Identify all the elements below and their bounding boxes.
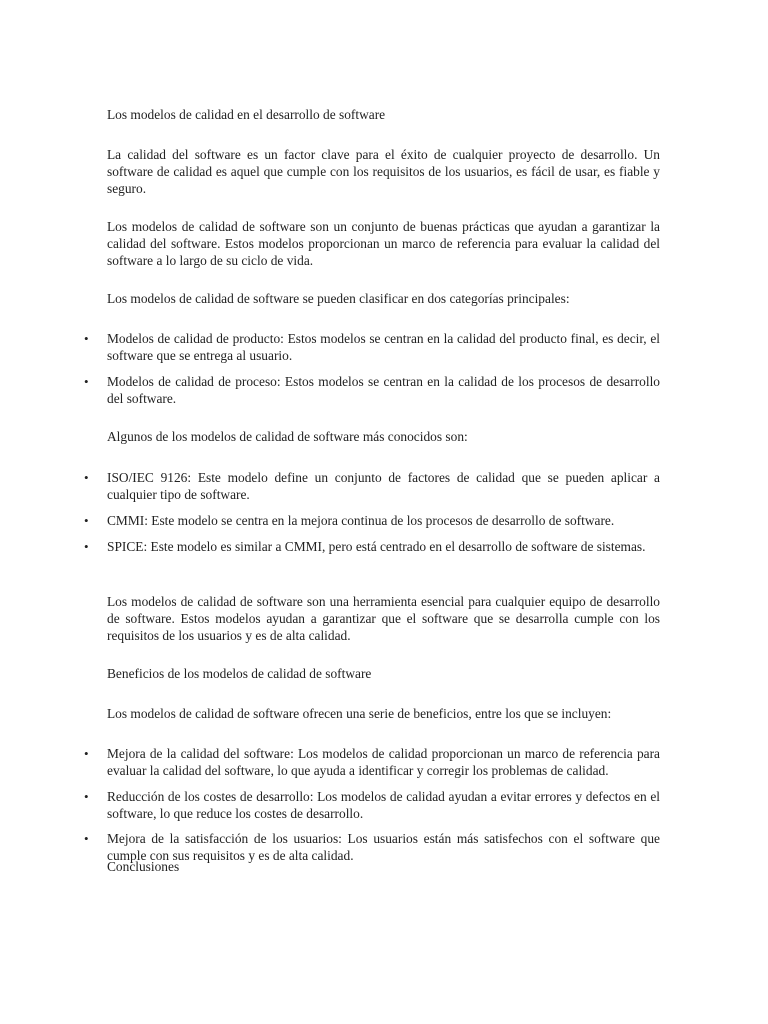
bullet-icon: • xyxy=(84,470,89,485)
list-item-mejora-calidad: Mejora de la calidad del software: Los modelos de calidad proporcionan un marco de referencia para evaluar la calidad del software, lo que ayuda a identificar y corregir los problemas de calidad. xyxy=(107,746,660,778)
bullet-icon: • xyxy=(84,374,89,389)
paragraph-herramienta-esencial: Los modelos de calidad de software son una herramienta esencial para cualquier equipo de desarrollo de software. Estos modelos ayudan a garantizar que el software que se desarrolla cumple con los requisitos de los usuarios y es de alta calidad. xyxy=(107,594,660,643)
paragraph-clasificacion: Los modelos de calidad de software se pueden clasificar en dos categorías principales: xyxy=(107,291,570,306)
section-heading-conclusiones: Conclusiones xyxy=(107,859,180,874)
bullet-icon: • xyxy=(84,513,89,528)
bullet-icon: • xyxy=(84,539,89,554)
list-item-iso-iec-9126: ISO/IEC 9126: Este modelo define un conjunto de factores de calidad que se pueden aplicar a cualquier tipo de software. xyxy=(107,470,660,502)
bullet-icon: • xyxy=(84,331,89,346)
list-item-satisfaccion: Mejora de la satisfacción de los usuarios: Los usuarios están más satisfechos con el software que cumple con sus requisitos y es de alta calidad. xyxy=(107,831,660,863)
bullet-icon: • xyxy=(84,789,89,804)
section-heading-beneficios: Beneficios de los modelos de calidad de software xyxy=(107,666,372,681)
list-item-producto: Modelos de calidad de producto: Estos modelos se centran en la calidad del producto final, es decir, el software que se entrega al usuario. xyxy=(107,331,660,363)
list-item-reduccion-costes: Reducción de los costes de desarrollo: Los modelos de calidad ayudan a evitar errores y defectos en el software, lo que reduce los costes de desarrollo. xyxy=(107,789,660,821)
list-item-proceso: Modelos de calidad de proceso: Estos modelos se centran en la calidad de los procesos de desarrollo del software. xyxy=(107,374,660,406)
bullet-icon: • xyxy=(84,746,89,761)
list-item-spice: SPICE: Este modelo es similar a CMMI, pero está centrado en el desarrollo de software de sistemas. xyxy=(107,539,646,554)
paragraph-beneficios: Los modelos de calidad de software ofrecen una serie de beneficios, entre los que se incluyen: xyxy=(107,706,612,721)
section-heading-modelos: Los modelos de calidad en el desarrollo de software xyxy=(107,107,386,122)
paragraph-definicion: Los modelos de calidad de software son un conjunto de buenas prácticas que ayudan a garantizar la calidad del software. Estos modelos proporcionan un marco de referencia para evaluar la calidad del software a lo largo de su ciclo de vida. xyxy=(107,219,660,268)
list-item-cmmi: CMMI: Este modelo se centra en la mejora continua de los procesos de desarrollo de software. xyxy=(107,513,615,528)
bullet-icon: • xyxy=(84,831,89,846)
paragraph-modelos-conocidos: Algunos de los modelos de calidad de software más conocidos son: xyxy=(107,429,468,444)
paragraph-intro: La calidad del software es un factor clave para el éxito de cualquier proyecto de desarrollo. Un software de calidad es aquel que cumple con los requisitos de los usuarios, es fácil de usar, es fiable y seguro. xyxy=(107,147,660,196)
